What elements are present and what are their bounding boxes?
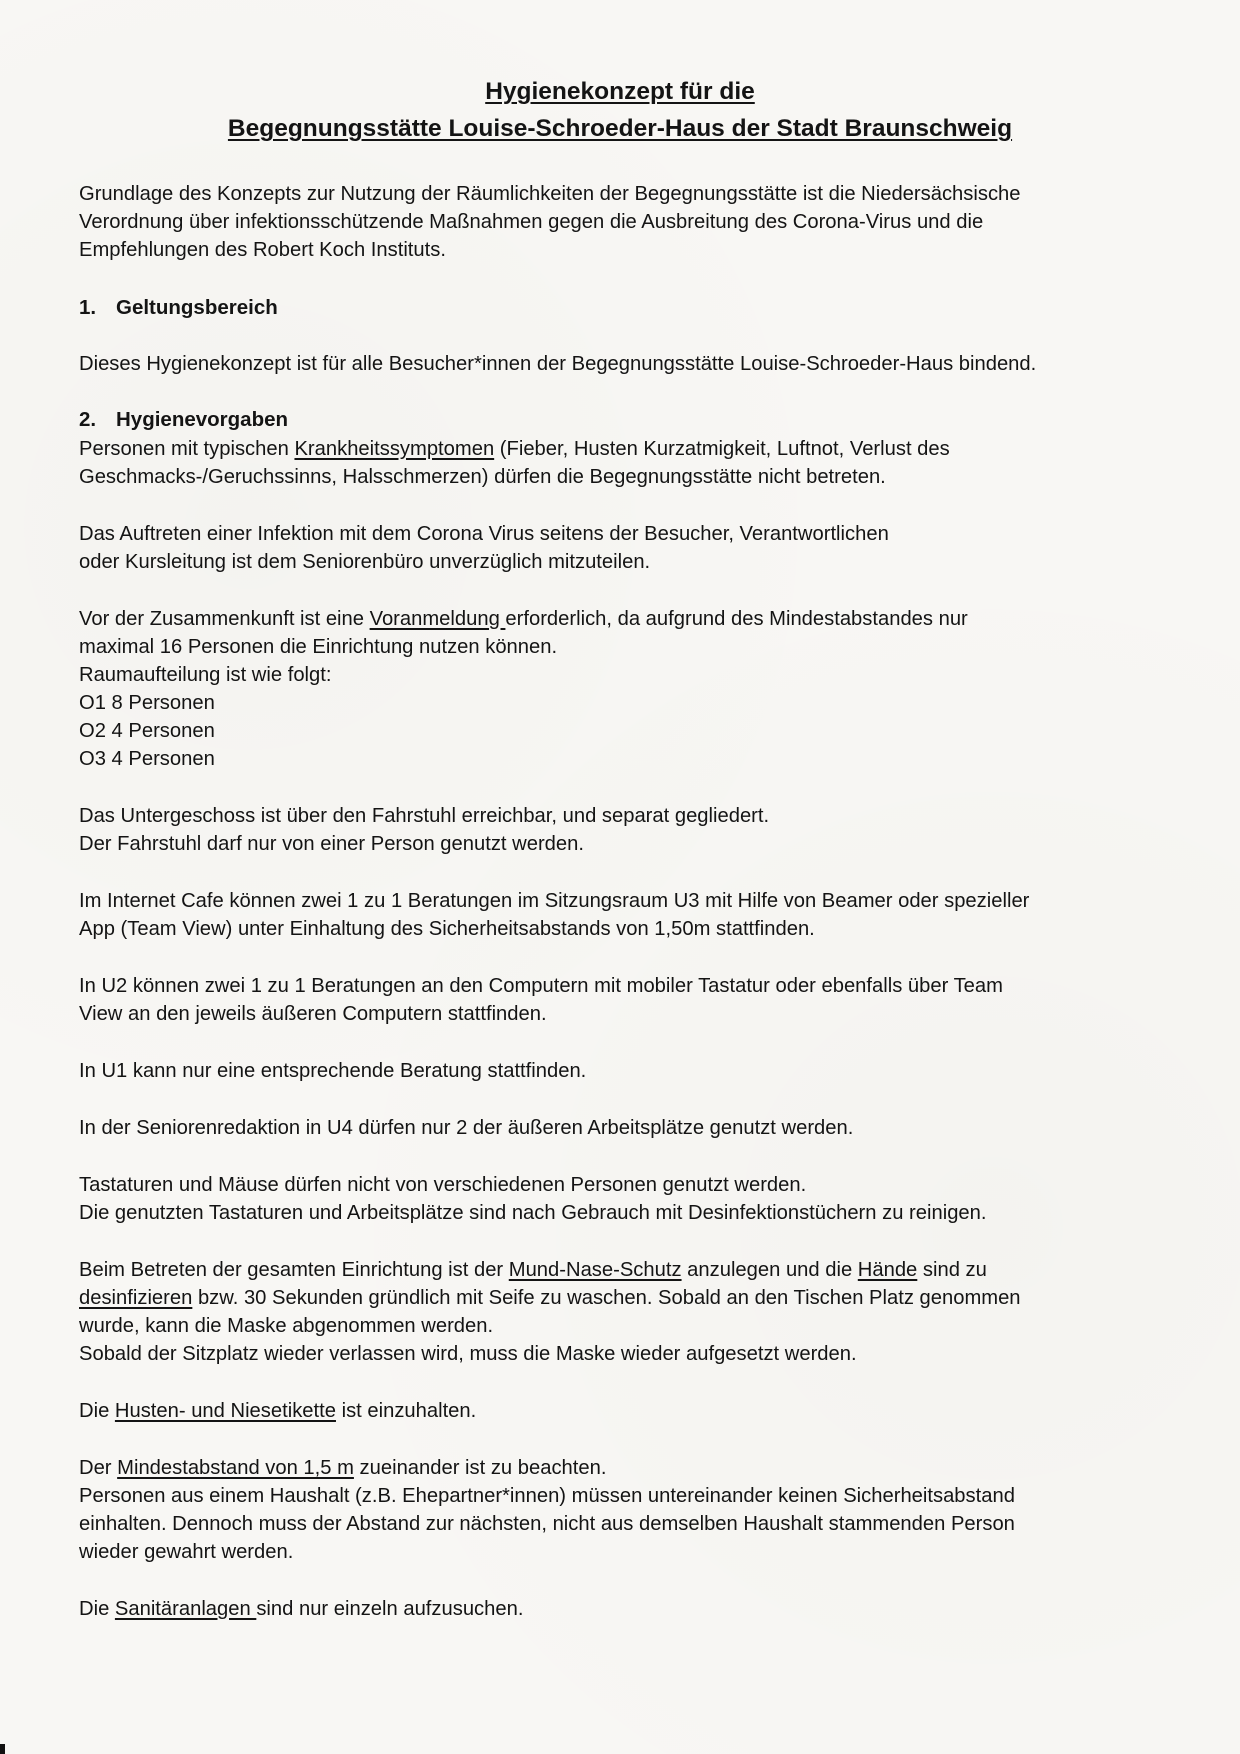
internet-cafe-line: App (Team View) unter Einhaltung des Sicherheitsabstands von 1,50m stattfinden. bbox=[79, 918, 815, 940]
mask-line: wurde, kann die Maske abgenommen werden. bbox=[79, 1315, 494, 1337]
intro-line: Empfehlungen des Robert Koch Instituts. bbox=[79, 239, 446, 261]
internet-cafe-line: Im Internet Cafe können zwei 1 zu 1 Beratungen im Sitzungsraum U3 mit Hilfe von Beamer oder spezieller bbox=[79, 890, 1030, 912]
registration-line: maximal 16 Personen die Einrichtung nutzen können. bbox=[79, 636, 558, 658]
section-title: Hygienevorgaben bbox=[116, 408, 289, 431]
text-span: zueinander ist zu beachten. bbox=[353, 1457, 607, 1479]
distance-line: Personen aus einem Haushalt (z.B. Ehepartner*innen) müssen untereinander keinen Sicherheitsabstand bbox=[79, 1485, 1015, 1507]
mask-line bbox=[79, 1256, 987, 1284]
text-span: Der bbox=[79, 1457, 118, 1479]
text-span: Personen mit typischen bbox=[79, 438, 295, 460]
text-span: sind zu bbox=[917, 1259, 987, 1281]
mask-line: Sobald der Sitzplatz wieder verlassen wird, muss die Maske wieder aufgesetzt werden. bbox=[79, 1343, 857, 1365]
text-span: Beim Betreten der gesamten Einrichtung ist der bbox=[79, 1259, 509, 1281]
keyboards-line: Tastaturen und Mäuse dürfen nicht von verschiedenen Personen genutzt werden. bbox=[79, 1174, 807, 1196]
text-span: Die bbox=[79, 1598, 115, 1620]
u4-paragraph: In der Seniorenredaktion in U4 dürfen nur 2 der äußeren Arbeitsplätze genutzt werden. bbox=[79, 1117, 854, 1139]
intro-line: Verordnung über infektionsschützende Maßnahmen gegen die Ausbreitung des Corona-Virus und die bbox=[79, 211, 984, 233]
underlined-term-husten-niesetikette: Husten- und Niesetikette bbox=[114, 1400, 336, 1422]
mask-line bbox=[79, 1284, 1021, 1312]
sanitary-paragraph bbox=[79, 1595, 523, 1623]
distance-line bbox=[79, 1454, 606, 1482]
room-capacity-item: O2 4 Personen bbox=[79, 720, 215, 742]
underlined-term-sanitaeranlagen: Sanitäranlagen bbox=[114, 1598, 257, 1620]
infection-line: oder Kursleitung ist dem Seniorenbüro unverzüglich mitzuteilen. bbox=[79, 551, 651, 573]
etiquette-paragraph bbox=[79, 1397, 476, 1425]
section-title: Geltungsbereich bbox=[116, 296, 278, 319]
u2-line: In U2 können zwei 1 zu 1 Beratungen an den Computern mit mobiler Tastatur oder ebenfalls über Team bbox=[79, 975, 1003, 997]
infection-line: Das Auftreten einer Infektion mit dem Corona Virus seitens der Besucher, Verantwortlichen bbox=[79, 523, 889, 545]
underlined-term-mindestabstand: Mindestabstand von 1,5 m bbox=[117, 1457, 354, 1479]
section-number: 1. bbox=[79, 296, 97, 319]
distance-line: einhalten. Dennoch muss der Abstand zur nächsten, nicht aus demselben Haushalt stammenden Person bbox=[79, 1513, 1015, 1535]
text-span: erforderlich, da aufgrund des Mindestabstandes nur bbox=[505, 608, 968, 630]
intro-line: Grundlage des Konzepts zur Nutzung der Räumlichkeiten der Begegnungsstätte ist die Niedersächsische bbox=[79, 183, 1021, 205]
document-title-line1: Hygienekonzept für die bbox=[485, 78, 755, 105]
u2-line: View an den jeweils äußeren Computern stattfinden. bbox=[79, 1003, 547, 1025]
underlined-term-haende: Hände bbox=[857, 1259, 918, 1281]
scope-paragraph: Dieses Hygienekonzept ist für alle Besucher*innen der Begegnungsstätte Louise-Schroeder-Haus bindend. bbox=[79, 353, 1037, 375]
symptoms-line bbox=[79, 435, 950, 463]
text-span: anzulegen und die bbox=[681, 1259, 858, 1281]
registration-line bbox=[79, 605, 968, 633]
underlined-term-desinfizieren: desinfizieren bbox=[79, 1287, 193, 1309]
room-capacity-item: O1 8 Personen bbox=[79, 692, 215, 714]
text-span: ist einzuhalten. bbox=[335, 1400, 477, 1422]
room-capacity-item: O3 4 Personen bbox=[79, 748, 215, 770]
underlined-term-voranmeldung: Voranmeldung bbox=[369, 608, 506, 630]
basement-line: Der Fahrstuhl darf nur von einer Person genutzt werden. bbox=[79, 833, 584, 855]
underlined-term-krankheitssymptomen: Krankheitssymptomen bbox=[294, 438, 495, 460]
section-heading-hygienevorgaben bbox=[79, 408, 288, 432]
symptoms-line: Geschmacks-/Geruchssinns, Halsschmerzen) dürfen die Begegnungsstätte nicht betreten. bbox=[79, 466, 886, 488]
u1-paragraph: In U1 kann nur eine entsprechende Beratung stattfinden. bbox=[79, 1060, 587, 1082]
distance-line: wieder gewahrt werden. bbox=[79, 1541, 294, 1563]
section-heading-geltungsbereich bbox=[79, 296, 278, 320]
text-span: Vor der Zusammenkunft ist eine bbox=[79, 608, 370, 630]
text-span: (Fieber, Husten Kurzatmigkeit, Luftnot, Verlust des bbox=[494, 438, 950, 460]
text-span: sind nur einzeln aufzusuchen. bbox=[256, 1598, 524, 1620]
underlined-term-mund-nase-schutz: Mund-Nase-Schutz bbox=[508, 1259, 682, 1281]
text-span: bzw. 30 Sekunden gründlich mit Seife zu waschen. Sobald an den Tischen Platz genommen bbox=[192, 1287, 1021, 1309]
scan-edge-mark bbox=[0, 1744, 5, 1754]
text-span: Die bbox=[79, 1400, 115, 1422]
keyboards-line: Die genutzten Tastaturen und Arbeitsplätze sind nach Gebrauch mit Desinfektionstüchern zu reinigen. bbox=[79, 1202, 987, 1224]
document-title-line2: Begegnungsstätte Louise-Schroeder-Haus der Stadt Braunschweig bbox=[227, 115, 1013, 142]
registration-line: Raumaufteilung ist wie folgt: bbox=[79, 664, 332, 686]
basement-line: Das Untergeschoss ist über den Fahrstuhl erreichbar, und separat gegliedert. bbox=[79, 805, 770, 827]
section-number: 2. bbox=[79, 408, 97, 431]
